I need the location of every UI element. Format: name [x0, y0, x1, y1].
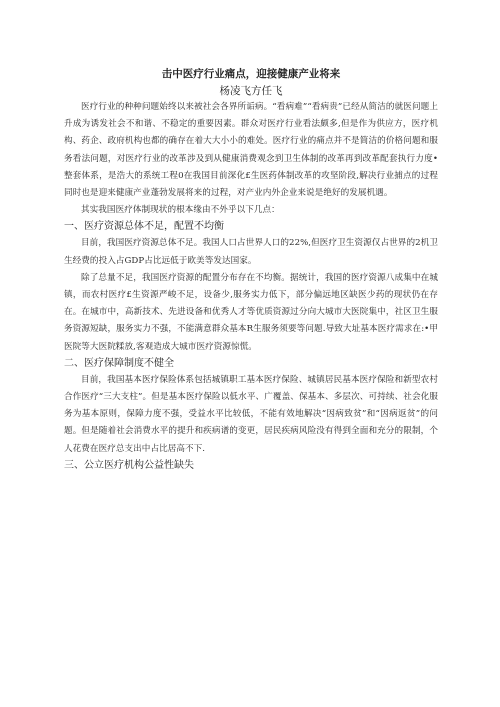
section-1-paragraph-1: 目前，我国医疗资源总体不足。我国人口占世界人口的22%,但医疗卫生资源仅占世界的2机卫生经费的投入占GDP占比远低于欧美等发达国家。: [64, 238, 438, 266]
intro-paragraph-1: 医疗行业的种种问题始终以来被社会各界所诟病。“看病难”“看病贵”已经从简洁的就医问题上升成为诱发社会不和谐、不稳定的重要因素。群众对医疗行业看法颇多,但是作为供应方，医疗机构、药企、政府机构也都的确存在着大大小小的难处。医疗行业的痛点并不是简洁的价格问题和服务看法问题，对医疗行业的改革涉及到从健康消费观念到卫生体制的改革再到改革配套执行力度•整套体系，是浩大的系统工程0在我国目前深化£生医药体制改革的攻坚阶段,解决行业捕点的过程同时也是迎来健康产业蓬勃发展将来的过程，对产业内外企业来说是绝好的发展机遇。: [64, 102, 438, 199]
section-heading-1: 一、医疗资源总体不足，配置不均衡: [64, 221, 224, 233]
document-author: 杨凌飞方任飞: [219, 85, 283, 97]
section-heading-2: 二、医疗保障制度不健全: [64, 357, 174, 369]
section-2-paragraph-1: 目前，我国基本医疗保险体系包括城镇职工基本医疗保险、城镇居民基本医疗保险和新型农村合作医疗“三大支柱”。但是基本医疗保险以低水平、广覆盖、保基本、多层次、可持续、社会化服务为基本原则，保障力度不强，受益水平比较低，不能有效地解决“因病致贫”和“因病返贫”的问题。但是随着社会消费水平的提升和疾病谱的变更，居民疾病风险没有得到全面和充分的限制，个人花费在医疗总支出中占比居高不下.: [64, 374, 438, 454]
document-title: 击中医疗行业痛点，迎接健康产业将来: [161, 68, 341, 80]
section-1-paragraph-2: 除了总量不足，我国医疗资源的配置分布存在不均衡。据统计，我国的医疗资源八成集中在城镇，而农村医疗£生资源严峻不足，设备少,服务实力低下，部分偏远地区缺医少药的现状仍在存在。在城市中，高新技术、先进设备和优秀人才等优质资源过分向大城市大医院集中，社区卫生服务资源短缺，服务实力不强，不能满意群众基本R生服务须要等问题.导致大址基本医疗需求在:•甲医院等大医院糅放,客观造成大城市医疗资源惊慌。: [64, 272, 438, 352]
intro-paragraph-2: 其实我国医疗体制现状的根本缘由不外乎以下几点：: [81, 205, 280, 216]
section-heading-3: 三、公立医疗机构公益性缺失: [64, 459, 194, 471]
